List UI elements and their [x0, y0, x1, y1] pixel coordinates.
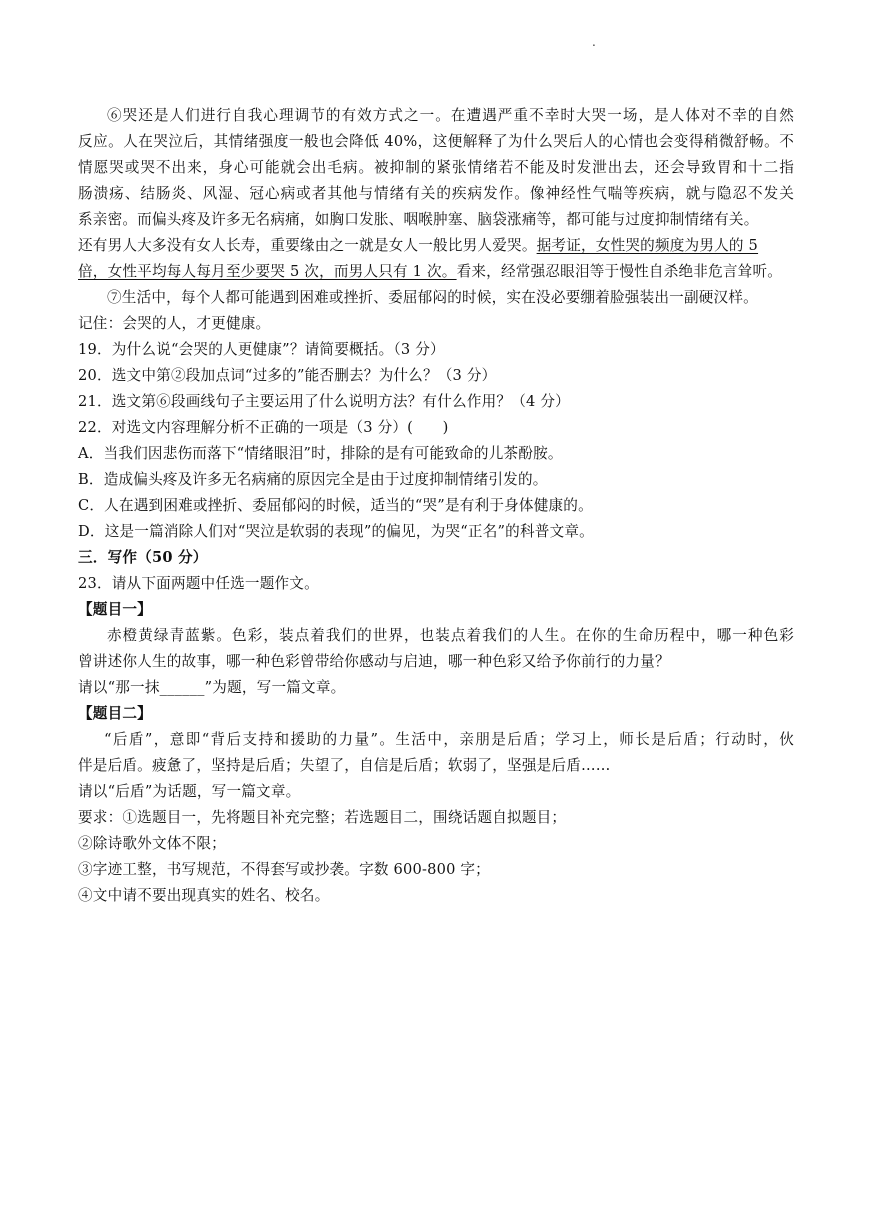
paragraph-7-line-2: 记住：会哭的人，才更健康。 — [78, 315, 271, 332]
topic-1-line-2: 曾讲述你人生的故事，哪一种色彩曾带给你感动与启迪，哪一种色彩又给予你前行的力量？ — [78, 653, 670, 670]
option-d: D．这是一篇消除人们对“哭泣是软弱的表现”的偏见，为哭“正名”的科普文章。 — [78, 523, 594, 540]
requirement-4: ④文中请不要出现真实的姓名、校名。 — [78, 887, 330, 904]
paragraph-6-line-1: ⑥哭还是人们进行自我心理调节的有效方式之一。在遭遇严重不幸时大哭一场，是人体对不幸的自然 — [107, 107, 794, 124]
underlined-sentence-part-2: 倍，女性平均每人每月至少要哭 5 次，而男人只有 1 次。 — [78, 263, 457, 280]
requirement-1: 要求：①选题目一，先将题目补充完整；若选题目二，围绕话题自拟题目； — [78, 809, 567, 826]
paragraph-6-line-5: 系亲密。而偏头疼及许多无名病痛，如胸口发胀、咽喉肿塞、脑袋涨痛等，都可能与过度抑制情绪有关。 — [78, 211, 759, 228]
option-b: B．造成偏头疼及许多无名病痛的原因完全是由于过度抑制情绪引发的。 — [78, 471, 548, 488]
question-22: 22．对选文内容理解分析不正确的一项是（3 分）( ) — [78, 419, 449, 436]
writing-section-title: 三．写作（50 分） — [78, 549, 208, 566]
paragraph-6-line-6-text: 还有男人大多没有女人长寿，重要缘由之一就是女人一般比男人爱哭。 — [78, 237, 537, 254]
topic-1-line-3: 请以“那一抹______”为题，写一篇文章。 — [78, 679, 346, 696]
topic-2-line-3: 请以“后盾”为话题，写一篇文章。 — [78, 783, 301, 800]
topic-2-label: 【题目二】 — [78, 705, 152, 722]
paragraph-6-line-7-text: 看来，经常强忍眼泪等于慢性自杀绝非危言耸听。 — [456, 263, 783, 280]
paragraph-6-line-2: 反应。人在哭泣后，其情绪强度一般也会降低 40%，这便解释了为什么哭后人的心情也会变得稍微舒畅。不 — [78, 133, 794, 150]
question-23: 23．请从下面两题中任选一题作文。 — [78, 575, 319, 592]
paragraph-6-line-3: 情愿哭或哭不出来，身心可能就会出毛病。被抑制的紧张情绪若不能及时发泄出去，还会导致胃和十二指 — [78, 159, 794, 176]
requirement-3: ③字迹工整，书写规范，不得套写或抄袭。字数 600-800 字； — [78, 861, 490, 878]
option-a: A．当我们因悲伤而落下“情绪眼泪”时，排除的是有可能致命的儿茶酚胺。 — [78, 445, 563, 462]
paragraph-7 — [78, 285, 794, 337]
question-list — [78, 337, 794, 545]
exam-page-content — [78, 103, 794, 909]
topic-2-line-2: 伴是后盾。疲惫了，坚持是后盾；失望了，自信是后盾；软弱了，坚强是后盾…… — [78, 757, 611, 774]
question-20: 20．选文中第②段加点词“过多的”能否删去？为什么？（3 分） — [78, 367, 497, 384]
paragraph-6-line-4: 肠溃疡、结肠炎、风湿、冠心病或者其他与情绪有关的疾病发作。像神经性气喘等疾病，就与隐忍不发关 — [78, 185, 794, 202]
requirement-2: ②除诗歌外文体不限； — [78, 835, 226, 852]
topic-1-line-1: 赤橙黄绿青蓝紫。色彩，装点着我们的世界，也装点着我们的人生。在你的生命历程中，哪一种色彩 — [107, 627, 794, 644]
topic-1-label: 【题目一】 — [78, 601, 152, 618]
paragraph-7-line-1: ⑦生活中，每个人都可能遇到困难或挫折、委屈郁闷的时候，实在没必要绷着脸强装出一副硬汉样。 — [107, 289, 758, 306]
header-dot: . — [592, 35, 596, 49]
paragraph-6-line-7 — [78, 259, 794, 285]
question-19: 19．为什么说“会哭的人更健康”？请简要概括。（3 分） — [78, 341, 445, 358]
paragraph-6-line-6 — [78, 233, 794, 259]
underlined-sentence-part-1: 据考证，女性哭的频度为男人的 5 — [536, 237, 759, 254]
option-c: C．人在遇到困难或挫折、委屈郁闷的时候，适当的“哭”是有利于身体健康的。 — [78, 497, 593, 514]
paragraph-6 — [78, 103, 794, 285]
question-21: 21．选文第⑥段画线句子主要运用了什么说明方法？有什么作用？（4 分） — [78, 393, 570, 410]
writing-section — [78, 545, 794, 909]
topic-2-line-1: “后盾”，意即“背后支持和援助的力量”。生活中，亲朋是后盾；学习上，师长是后盾；行动时，伙 — [104, 731, 794, 748]
